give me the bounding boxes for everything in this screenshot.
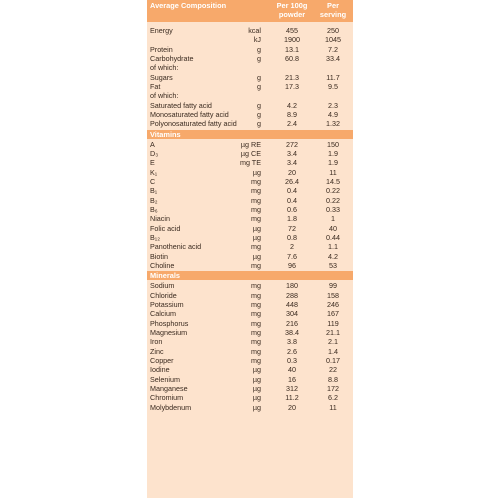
unit: mg <box>251 195 261 205</box>
value-serving: 99 <box>329 281 337 291</box>
value-serving: 4.2 <box>328 251 338 261</box>
nutrient-name: Molybdenum <box>150 402 192 412</box>
table-row <box>147 261 353 270</box>
table-row <box>147 291 353 300</box>
table-row <box>147 319 353 328</box>
table-row <box>147 54 353 63</box>
value-per100g: 20 <box>288 402 296 412</box>
value-serving: 2.3 <box>328 100 338 110</box>
table-row <box>147 101 353 110</box>
value-serving: 250 <box>327 26 339 35</box>
table-title: Average Composition <box>150 1 227 10</box>
unit: mg <box>251 346 261 356</box>
value-per100g: 312 <box>286 383 298 393</box>
unit: mg <box>251 290 261 300</box>
table-row <box>147 233 353 242</box>
value-per100g: 17.3 <box>285 81 299 91</box>
value-per100g: 2 <box>290 242 294 252</box>
value-serving: 11.7 <box>326 72 340 82</box>
value-per100g: 3.4 <box>287 158 297 168</box>
section-header-minerals: Minerals <box>147 271 353 280</box>
value-serving: 1045 <box>325 35 341 45</box>
value-serving: 1.9 <box>328 158 338 168</box>
nutrient-name: Folic acid <box>150 223 181 233</box>
table-row <box>147 110 353 119</box>
value-serving: 22 <box>329 365 337 375</box>
table-row <box>147 347 353 356</box>
nutrient-name: of which: <box>150 63 179 73</box>
value-per100g: 96 <box>288 260 296 270</box>
unit: µg <box>252 383 261 393</box>
value-serving: 246 <box>327 299 339 309</box>
value-per100g: 26.4 <box>285 176 299 186</box>
unit: mg <box>251 242 261 252</box>
nutrient-name: Energy <box>150 26 173 35</box>
column-header-per100g: Per 100g powder <box>276 1 308 19</box>
value-per100g: 21.3 <box>285 72 299 82</box>
table-row <box>147 403 353 412</box>
value-per100g: 0.4 <box>287 195 297 205</box>
value-serving: 40 <box>329 223 337 233</box>
unit: mg <box>251 260 261 270</box>
value-serving: 167 <box>327 309 339 319</box>
unit: µg <box>252 393 261 403</box>
unit: mg <box>251 281 261 291</box>
nutrient-name: Magnesium <box>150 327 188 337</box>
nutrient-name: Choline <box>150 260 175 270</box>
nutrient-name: Potassium <box>150 299 184 309</box>
unit: mg <box>251 337 261 347</box>
column-header-serving: Per serving <box>319 1 347 19</box>
table-row <box>147 365 353 374</box>
value-per100g: 0.6 <box>287 204 297 214</box>
value-per100g: 2.6 <box>287 346 297 356</box>
value-per100g: 1.8 <box>287 214 297 224</box>
nutrient-name: Niacin <box>150 214 170 224</box>
unit: mg <box>251 355 261 365</box>
table-row <box>147 63 353 72</box>
unit: kcal <box>248 26 261 35</box>
value-serving: 0.44 <box>326 232 340 242</box>
nutrient-name: Biotin <box>150 251 168 261</box>
nutrient-name: Zinc <box>150 346 164 356</box>
value-serving: 11 <box>329 402 337 412</box>
value-per100g: 0.3 <box>287 355 297 365</box>
nutrient-name: Calcium <box>150 309 176 319</box>
nutrient-name: D₃ <box>150 148 159 158</box>
unit: mg TE <box>239 158 261 168</box>
nutrient-name: B₁₂ <box>150 232 161 242</box>
unit: mg <box>251 327 261 337</box>
nutrient-name: Monosaturated fatty acid <box>150 109 229 119</box>
unit: g <box>257 53 261 63</box>
unit: µg <box>252 251 261 261</box>
table-row <box>147 205 353 214</box>
value-per100g: 8.9 <box>287 109 297 119</box>
table-row <box>147 252 353 261</box>
table-row <box>147 337 353 346</box>
value-per100g: 7.6 <box>287 251 297 261</box>
table-row <box>147 45 353 54</box>
unit: kJ <box>253 35 261 45</box>
unit: g <box>257 81 261 91</box>
value-serving: 6.2 <box>328 393 338 403</box>
value-serving: 4.9 <box>328 109 338 119</box>
value-serving: 11 <box>329 167 337 177</box>
value-serving: 150 <box>327 139 339 149</box>
value-serving: 158 <box>327 290 339 300</box>
value-serving: 53 <box>329 260 337 270</box>
table-row <box>147 168 353 177</box>
value-serving: 0.17 <box>326 355 340 365</box>
nutrient-name: Manganese <box>150 383 188 393</box>
unit: µg CE <box>240 148 261 158</box>
table-row <box>147 214 353 223</box>
value-per100g: 216 <box>286 318 298 328</box>
value-serving: 1.32 <box>326 119 340 129</box>
nutrient-name: Phosphorus <box>150 318 189 328</box>
nutrition-table <box>147 0 353 498</box>
table-row <box>147 91 353 100</box>
nutrient-name: Selenium <box>150 374 180 384</box>
unit: g <box>257 44 261 54</box>
value-serving: 7.2 <box>328 44 338 54</box>
value-serving: 0.33 <box>326 204 340 214</box>
value-per100g: 3.4 <box>287 148 297 158</box>
table-row <box>147 35 353 44</box>
table-row <box>147 328 353 337</box>
unit: µg <box>252 232 261 242</box>
unit: mg <box>251 176 261 186</box>
value-per100g: 448 <box>286 299 298 309</box>
table-row <box>147 82 353 91</box>
value-serving: 1 <box>331 214 335 224</box>
value-serving: 14.5 <box>326 176 340 186</box>
value-serving: 119 <box>327 318 339 328</box>
nutrient-name: A <box>150 139 155 149</box>
nutrient-name: Fat <box>150 81 161 91</box>
table-row <box>147 73 353 82</box>
value-per100g: 180 <box>286 281 298 291</box>
value-per100g: 0.8 <box>287 232 297 242</box>
value-serving: 1.9 <box>328 148 338 158</box>
value-serving: 172 <box>327 383 339 393</box>
value-serving: 21.1 <box>326 327 340 337</box>
unit: mg <box>251 204 261 214</box>
table-row <box>147 393 353 402</box>
value-per100g: 4.2 <box>287 100 297 110</box>
nutrient-name: Protein <box>150 44 173 54</box>
table-row <box>147 375 353 384</box>
table-row <box>147 158 353 167</box>
nutrient-name: Iodine <box>150 365 170 375</box>
unit: µg <box>252 223 261 233</box>
value-per100g: 13.1 <box>285 44 299 54</box>
nutrient-name: Iron <box>150 337 163 347</box>
nutrient-name: Copper <box>150 355 174 365</box>
table-row <box>147 119 353 128</box>
value-per100g: 2.4 <box>287 119 297 129</box>
value-per100g: 272 <box>286 139 298 149</box>
unit: g <box>257 119 261 129</box>
value-per100g: 38.4 <box>285 327 299 337</box>
nutrient-name: of which: <box>150 91 179 101</box>
unit: µg RE <box>240 139 261 149</box>
nutrient-name: K₁ <box>150 167 158 177</box>
unit: mg <box>251 186 261 196</box>
unit: mg <box>251 309 261 319</box>
table-row <box>147 300 353 309</box>
unit: µg <box>252 402 261 412</box>
table-row <box>147 281 353 290</box>
nutrient-name: Sugars <box>150 72 173 82</box>
unit: µg <box>252 374 261 384</box>
value-serving: 1.4 <box>328 346 338 356</box>
table-row <box>147 26 353 35</box>
table-header <box>147 0 353 22</box>
nutrient-name: Sodium <box>150 281 175 291</box>
nutrient-name: E <box>150 158 155 168</box>
nutrient-name: Panothenic acid <box>150 242 202 252</box>
value-serving: 33.4 <box>326 53 340 63</box>
unit: mg <box>251 214 261 224</box>
value-serving: 8.8 <box>328 374 338 384</box>
value-per100g: 304 <box>286 309 298 319</box>
value-per100g: 455 <box>286 26 298 35</box>
nutrient-name: Polyonosaturated fatty acid <box>150 119 237 129</box>
table-row <box>147 356 353 365</box>
table-row <box>147 186 353 195</box>
nutrient-name: Chloride <box>150 290 177 300</box>
value-per100g: 16 <box>288 374 296 384</box>
table-row <box>147 384 353 393</box>
nutrient-name: B₁ <box>150 186 158 196</box>
value-per100g: 11.2 <box>285 393 299 403</box>
value-per100g: 72 <box>288 223 296 233</box>
unit: g <box>257 100 261 110</box>
value-serving: 0.22 <box>326 195 340 205</box>
value-per100g: 3.8 <box>287 337 297 347</box>
nutrient-name: Saturated fatty acid <box>150 100 212 110</box>
unit: µg <box>252 167 261 177</box>
nutrient-name: Chromium <box>150 393 184 403</box>
value-serving: 0.22 <box>326 186 340 196</box>
unit: mg <box>251 318 261 328</box>
value-serving: 2.1 <box>328 337 338 347</box>
value-serving: 1.1 <box>328 242 338 252</box>
nutrient-name: B₆ <box>150 204 158 214</box>
section-header-vitamins: Vitamins <box>147 130 353 139</box>
table-row <box>147 309 353 318</box>
unit: mg <box>251 299 261 309</box>
value-per100g: 288 <box>286 290 298 300</box>
unit: g <box>257 72 261 82</box>
value-serving: 9.5 <box>328 81 338 91</box>
value-per100g: 60.8 <box>285 53 299 63</box>
value-per100g: 40 <box>288 365 296 375</box>
table-row <box>147 177 353 186</box>
unit: µg <box>252 365 261 375</box>
table-row <box>147 242 353 251</box>
nutrient-name: C <box>150 176 156 186</box>
value-per100g: 20 <box>288 167 296 177</box>
unit: g <box>257 109 261 119</box>
table-row <box>147 149 353 158</box>
value-per100g: 0.4 <box>287 186 297 196</box>
nutrient-name: B₂ <box>150 195 158 205</box>
table-row <box>147 224 353 233</box>
table-row <box>147 140 353 149</box>
value-per100g: 1900 <box>284 35 300 45</box>
table-row <box>147 196 353 205</box>
nutrient-name: Carbohydrate <box>150 53 194 63</box>
